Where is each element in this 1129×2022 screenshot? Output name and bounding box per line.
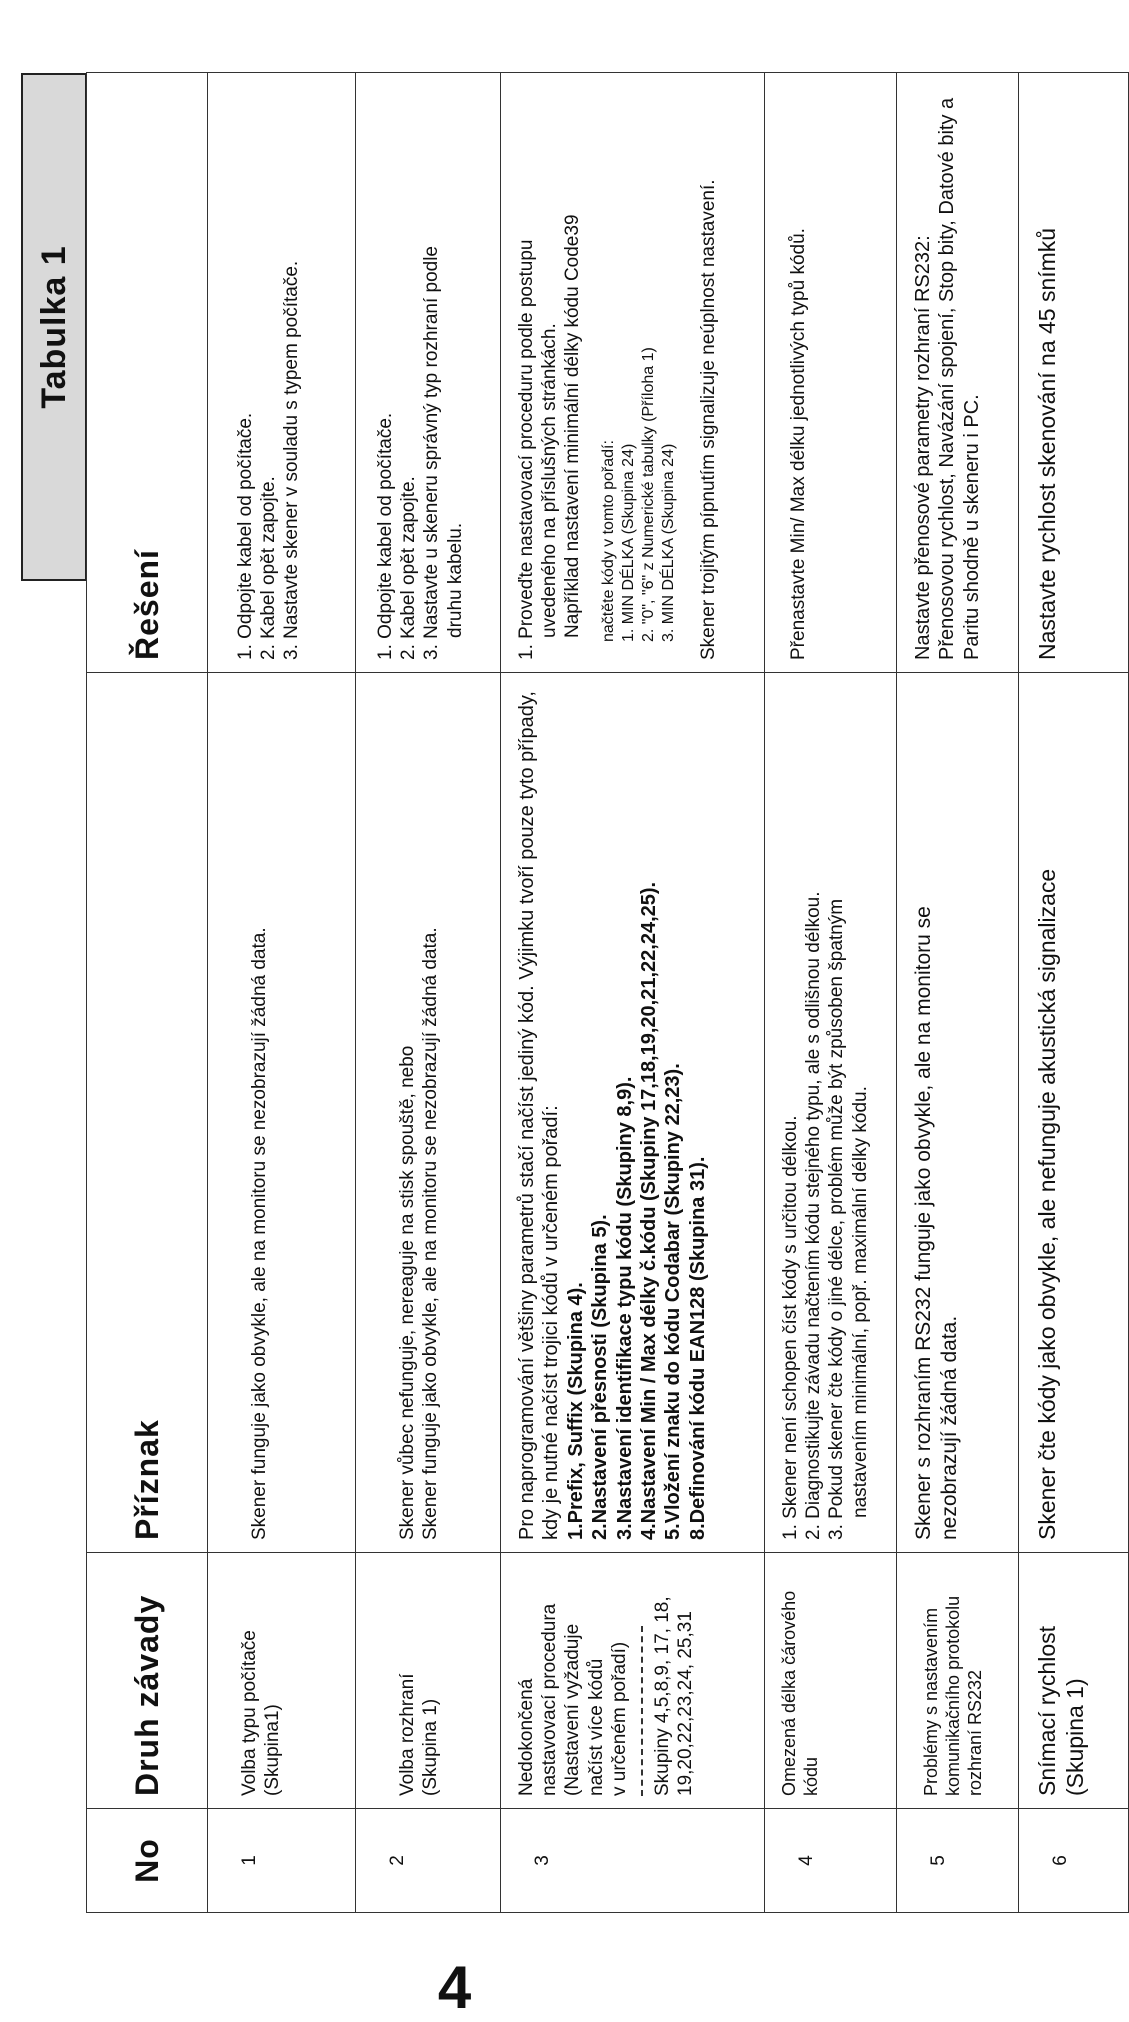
fault-type: Volba typu počítače (Skupina1) — [208, 1553, 356, 1809]
fault-type: Omezená délka čárového kódu — [765, 1553, 897, 1809]
row-number: 2 — [356, 1809, 501, 1913]
solution: 1. Odpojte kabel od počítače. 2. Kabel opět zapojte. 3. Nastavte skener v souladu s typem počítače. — [208, 73, 356, 673]
table-row — [356, 73, 501, 1913]
solution: Nastavte přenosové parametry rozhraní RS232: Přenosovou rychlost, Navázání spojení, Stop bity, Datové bity a Paritu shodně u skeneru i PC. — [897, 73, 1019, 673]
header-symptom: Příznak — [87, 673, 208, 1553]
dashed-divider — [641, 1626, 643, 1796]
header-type: Druh závady — [87, 1553, 208, 1809]
row-number: 4 — [765, 1809, 897, 1913]
table-row — [501, 73, 765, 1913]
row-number: 3 — [501, 1809, 765, 1913]
symptom: 1. Skener není schopen číst kódy s určitou délkou. 2. Diagnostikujte závadu načtením kódu stejného typu, ale s odlišnou délkou. 3. Pokud skener čte kódy o jiné délce, problém může být způsoben špatným nastavením minimální, popř. maximální délky kódu. — [765, 673, 897, 1553]
row-number: 1 — [208, 1809, 356, 1913]
fault-type: Volba rozhraní (Skupina 1) — [356, 1553, 501, 1809]
table-caption: Tabulka 1 — [21, 73, 87, 581]
code-sequence: načtěte kódy v tomto pořadí: 1. MIN DÉLKA (Skupina 24) 2. "0", "6" z Numerické tabulky (Příloha 1) 3. MIN DÉLKA (Skupina 24) — [599, 347, 677, 642]
troubleshooting-table — [86, 72, 1129, 1913]
symptom: Skener funguje jako obvykle, ale na monitoru se nezobrazují žádná data. — [208, 673, 356, 1553]
fault-type: Problémy s nastavením komunikačního protokolu rozhraní RS232 — [897, 1553, 1019, 1809]
page-number: 4 — [437, 1953, 472, 2021]
header-row — [87, 73, 208, 1913]
fault-type: Snímací rychlost (Skupina 1) — [1019, 1553, 1129, 1809]
table-row — [765, 73, 897, 1913]
group-list: Skupiny 4,5,8,9, 17, 18, 19,20,22,23,24, 25,31 — [651, 1596, 697, 1796]
table-row — [897, 73, 1019, 1913]
symptom: Skener vůbec nefunguje, nereaguje na stisk spouště, nebo Skener funguje jako obvykle, ale na monitoru se nezobrazují žádná data. — [356, 673, 501, 1553]
solution: Přenastavte Min/ Max délku jednotlivých typů kódů. — [765, 73, 897, 673]
solution: 1. Odpojte kabel od počítače. 2. Kabel opět zapojte. 3. Nastavte u skeneru správný typ rozhraní podle druhu kabelu. — [356, 73, 501, 673]
solution: Nastavte rychlost skenování na 45 snímků — [1019, 73, 1129, 673]
symptom: Pro naprogramování většiny parametrů stačí načíst jediný kód. Výjimku tvoří pouze tyto případy, kdy je nutné načíst trojici kódů v určeném pořadí: 1.Prefix, Suffix (Skupina 4). 2.Nastavení přesnosti (Skupina 5). 3.Nastavení identifikace typu kódu (Skupiny 8,9). 4.Nastavení Min / Max délky č.kódu (Skupiny 17,18,19,20,21,22,24,25). 5.Vložení znaku do kódu Codabar (Skupiny 22,23). 8.Definování kódu EAN128 (Skupina 31). — [501, 673, 765, 1553]
symptom: Skener s rozhraním RS232 funguje jako obvykle, ale na monitoru se nezobrazují žádná data. — [897, 673, 1019, 1553]
header-solution: Řešení — [87, 73, 208, 673]
fault-type: Nedokončená nastavovací procedura (Nastavení vyžaduje načíst více kódů v určeném pořadí) Skupiny 4,5,8,9, 17, 18, 19,20,22,23,24, 25,31 — [501, 1553, 765, 1809]
row-number: 6 — [1019, 1809, 1129, 1913]
row-number: 5 — [897, 1809, 1019, 1913]
table-row — [208, 73, 356, 1913]
header-no: No — [87, 1809, 208, 1913]
solution: 1. Proveďte nastavovací proceduru podle postupu uvedeného na příslušných stránkách. Například nastavení minimální délky kódu Code39 načtěte kódy v tomto pořadí: 1. MIN DÉLKA (Skupina 24) 2. "0", "6" z Numerické tabulky (Příloha 1) 3. MIN DÉLKA (Skupina 24) Skener trojitým pípnutím signalizuje neúplnost nastavení. — [501, 73, 765, 673]
symptom: Skener čte kódy jako obvykle, ale nefunguje akustická signalizace — [1019, 673, 1129, 1553]
table-row — [1019, 73, 1129, 1913]
